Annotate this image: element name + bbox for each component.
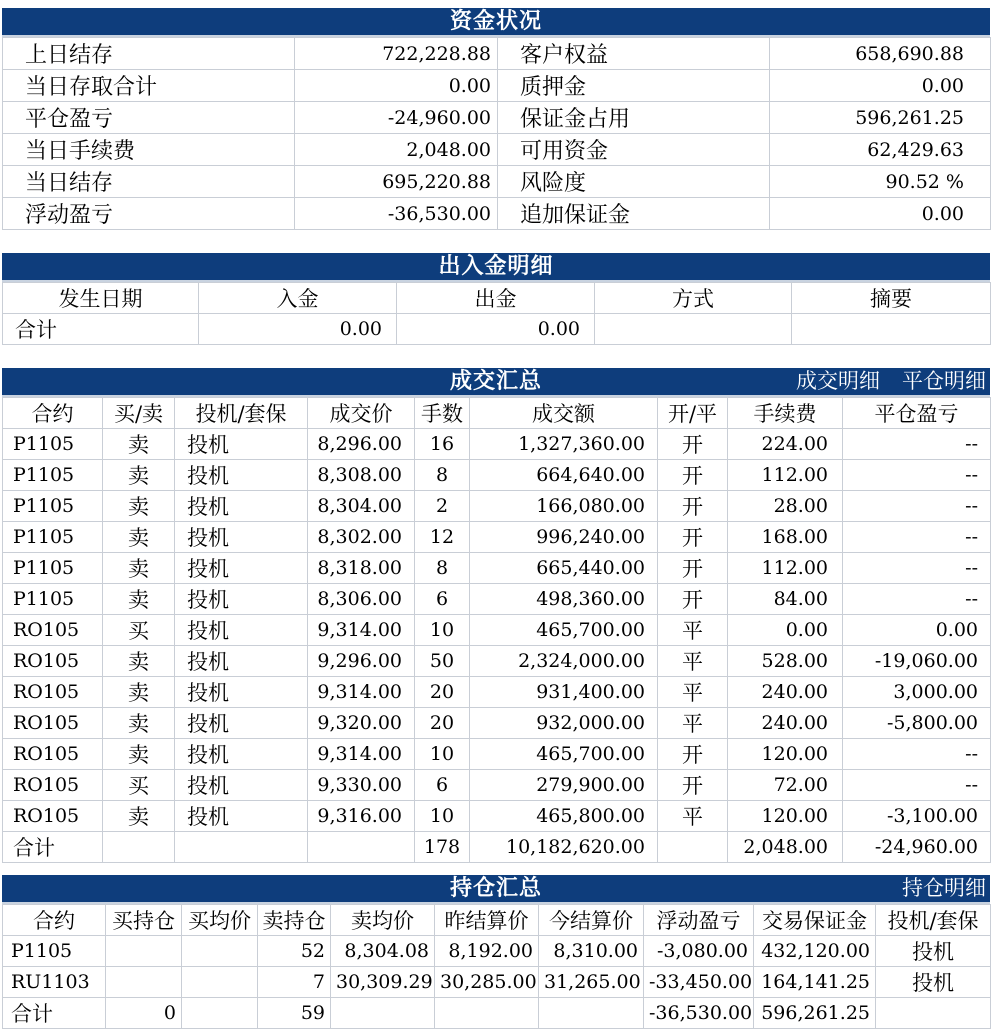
trade-cell: 6 — [415, 584, 470, 615]
table-row — [3, 967, 991, 998]
total-cell: 59 — [258, 998, 331, 1029]
trade-cell: 240.00 — [728, 708, 843, 739]
trade-cell: 120.00 — [728, 801, 843, 832]
position-cell: 8,192.00 — [435, 936, 539, 967]
position-cell: 投机 — [876, 967, 991, 998]
trade-cell: 166,080.00 — [470, 491, 658, 522]
close-detail-link[interactable]: 平仓明细 — [902, 369, 986, 393]
cashflow-total-row — [3, 314, 991, 345]
total-cell: 178 — [415, 832, 470, 863]
trade-cell: RO105 — [3, 708, 103, 739]
trade-cell: -- — [843, 553, 991, 584]
table-row — [3, 646, 991, 677]
trade-cell: P1105 — [3, 553, 103, 584]
trade-cell: 9,314.00 — [308, 615, 415, 646]
total-cell: 合计 — [3, 998, 106, 1029]
trade-cell: 投机 — [175, 460, 308, 491]
funds-label: 当日手续费 — [3, 134, 295, 166]
column-header: 昨结算价 — [435, 905, 539, 936]
trade-cell: -- — [843, 770, 991, 801]
trade-cell: 996,240.00 — [470, 522, 658, 553]
position-cell: -33,450.00 — [644, 967, 754, 998]
trade-cell: 8,296.00 — [308, 429, 415, 460]
column-header: 开/平 — [658, 398, 728, 429]
table-row — [3, 491, 991, 522]
trade-cell: 卖 — [103, 553, 175, 584]
trade-cell: P1105 — [3, 491, 103, 522]
column-header: 买持仓 — [106, 905, 182, 936]
table-row — [3, 801, 991, 832]
trade-cell: P1105 — [3, 522, 103, 553]
funds-value: 695,220.88 — [295, 166, 498, 198]
position-cell — [106, 967, 182, 998]
funds-row — [3, 166, 991, 198]
trade-cell: 开 — [658, 522, 728, 553]
funds-label: 当日结存 — [3, 166, 295, 198]
trade-cell: 8,302.00 — [308, 522, 415, 553]
total-cell — [876, 998, 991, 1029]
total-cell — [435, 998, 539, 1029]
trade-cell: -- — [843, 429, 991, 460]
trade-cell: 8,306.00 — [308, 584, 415, 615]
positions-header-row — [3, 905, 991, 936]
funds-label: 保证金占用 — [498, 102, 770, 134]
total-label: 合计 — [3, 314, 199, 345]
cashflow-section — [2, 253, 990, 345]
trade-cell: 投机 — [175, 615, 308, 646]
funds-value: 2,048.00 — [295, 134, 498, 166]
funds-value: 90.52 % — [770, 166, 991, 198]
trade-cell: RO105 — [3, 801, 103, 832]
trade-cell: 买 — [103, 770, 175, 801]
cashflow-header-row — [3, 283, 991, 314]
trade-cell: 平 — [658, 708, 728, 739]
trade-cell: 50 — [415, 646, 470, 677]
total-cell: 合计 — [3, 832, 103, 863]
total-cell — [539, 998, 644, 1029]
total-cell — [308, 832, 415, 863]
trade-cell: -- — [843, 739, 991, 770]
trade-cell: 16 — [415, 429, 470, 460]
trades-total-row — [3, 832, 991, 863]
funds-label: 质押金 — [498, 70, 770, 102]
table-row — [3, 770, 991, 801]
trade-cell: 开 — [658, 460, 728, 491]
trade-cell: RO105 — [3, 770, 103, 801]
trade-cell: -5,800.00 — [843, 708, 991, 739]
funds-label: 当日存取合计 — [3, 70, 295, 102]
position-detail-link[interactable]: 持仓明细 — [902, 876, 986, 900]
trade-cell: 8,304.00 — [308, 491, 415, 522]
table-row — [3, 936, 991, 967]
trade-cell: 卖 — [103, 584, 175, 615]
column-header: 合约 — [3, 905, 106, 936]
trade-cell: 卖 — [103, 491, 175, 522]
trade-cell: 卖 — [103, 801, 175, 832]
funds-label: 平仓盈亏 — [3, 102, 295, 134]
funds-value: -36,530.00 — [295, 198, 498, 230]
trade-cell: 投机 — [175, 677, 308, 708]
column-header: 方式 — [595, 283, 792, 314]
funds-value: -24,960.00 — [295, 102, 498, 134]
trade-cell: 投机 — [175, 584, 308, 615]
trade-cell: 平 — [658, 677, 728, 708]
position-cell: 432,120.00 — [754, 936, 876, 967]
trade-cell: 10 — [415, 801, 470, 832]
position-cell — [182, 936, 258, 967]
trade-cell: 72.00 — [728, 770, 843, 801]
trade-cell: 528.00 — [728, 646, 843, 677]
trade-cell: 28.00 — [728, 491, 843, 522]
table-row — [3, 584, 991, 615]
funds-label: 可用资金 — [498, 134, 770, 166]
total-cell — [182, 998, 258, 1029]
trade-cell: RO105 — [3, 615, 103, 646]
column-header: 入金 — [199, 283, 397, 314]
column-header: 摘要 — [792, 283, 991, 314]
funds-row — [3, 134, 991, 166]
trades-header-row — [3, 398, 991, 429]
trade-cell: -- — [843, 491, 991, 522]
position-cell: 30,309.29 — [331, 967, 435, 998]
total-cell — [103, 832, 175, 863]
table-row — [3, 677, 991, 708]
trade-cell: -- — [843, 460, 991, 491]
position-cell: 投机 — [876, 936, 991, 967]
trade-cell: -- — [843, 522, 991, 553]
funds-value: 722,228.88 — [295, 38, 498, 70]
column-header: 卖持仓 — [258, 905, 331, 936]
positions-table — [2, 904, 991, 1029]
trade-cell: 卖 — [103, 677, 175, 708]
total-cell — [658, 832, 728, 863]
trade-cell: 112.00 — [728, 553, 843, 584]
column-header: 卖均价 — [331, 905, 435, 936]
funds-value: 658,690.88 — [770, 38, 991, 70]
funds-value: 0.00 — [770, 198, 991, 230]
trade-cell: 投机 — [175, 491, 308, 522]
trade-cell: 168.00 — [728, 522, 843, 553]
positions-section — [2, 875, 990, 1029]
trade-cell: 投机 — [175, 429, 308, 460]
column-header: 交易保证金 — [754, 905, 876, 936]
trade-cell: 2,324,000.00 — [470, 646, 658, 677]
positions-title: 持仓汇总 — [449, 875, 542, 901]
funds-row — [3, 102, 991, 134]
position-cell: 8,304.08 — [331, 936, 435, 967]
position-cell: P1105 — [3, 936, 106, 967]
total-out: 0.00 — [397, 314, 595, 345]
trade-cell: 买 — [103, 615, 175, 646]
trade-cell: 498,360.00 — [470, 584, 658, 615]
trade-cell: 932,000.00 — [470, 708, 658, 739]
total-cell: 596,261.25 — [754, 998, 876, 1029]
position-cell: RU1103 — [3, 967, 106, 998]
funds-label: 风险度 — [498, 166, 770, 198]
trade-cell: 卖 — [103, 646, 175, 677]
trade-cell: 卖 — [103, 708, 175, 739]
trade-cell: 投机 — [175, 708, 308, 739]
table-row — [3, 708, 991, 739]
trade-cell: 120.00 — [728, 739, 843, 770]
column-header: 手续费 — [728, 398, 843, 429]
position-cell — [182, 967, 258, 998]
trade-cell: P1105 — [3, 460, 103, 491]
table-row — [3, 739, 991, 770]
trade-cell: 开 — [658, 491, 728, 522]
funds-value: 0.00 — [295, 70, 498, 102]
column-header: 合约 — [3, 398, 103, 429]
trade-cell: 开 — [658, 770, 728, 801]
table-row — [3, 615, 991, 646]
position-cell: 31,265.00 — [539, 967, 644, 998]
trade-cell: 投机 — [175, 739, 308, 770]
trade-detail-link[interactable]: 成交明细 — [796, 369, 880, 393]
trade-cell: 开 — [658, 429, 728, 460]
empty-cell — [595, 314, 792, 345]
trade-cell: 开 — [658, 584, 728, 615]
trade-cell: -19,060.00 — [843, 646, 991, 677]
trade-cell: RO105 — [3, 739, 103, 770]
trade-cell: 9,314.00 — [308, 739, 415, 770]
funds-row — [3, 38, 991, 70]
funds-value: 0.00 — [770, 70, 991, 102]
trade-cell: 465,700.00 — [470, 739, 658, 770]
column-header: 成交价 — [308, 398, 415, 429]
trade-cell: 9,296.00 — [308, 646, 415, 677]
positions-header — [2, 875, 990, 904]
column-header: 出金 — [397, 283, 595, 314]
funds-label: 浮动盈亏 — [3, 198, 295, 230]
funds-title: 资金状况 — [449, 8, 542, 34]
trades-section — [2, 368, 990, 863]
funds-label: 上日结存 — [3, 38, 295, 70]
funds-value: 62,429.63 — [770, 134, 991, 166]
trade-cell: P1105 — [3, 584, 103, 615]
trade-cell: 9,320.00 — [308, 708, 415, 739]
trade-cell: 84.00 — [728, 584, 843, 615]
trade-cell: 10 — [415, 739, 470, 770]
trade-cell: 9,330.00 — [308, 770, 415, 801]
column-header: 投机/套保 — [175, 398, 308, 429]
trade-cell: 开 — [658, 553, 728, 584]
trade-cell: 0.00 — [843, 615, 991, 646]
position-cell: -3,080.00 — [644, 936, 754, 967]
trade-cell: 平 — [658, 801, 728, 832]
total-cell: 10,182,620.00 — [470, 832, 658, 863]
column-header: 发生日期 — [3, 283, 199, 314]
trade-cell: 2 — [415, 491, 470, 522]
trade-cell: 8,308.00 — [308, 460, 415, 491]
trade-cell: 投机 — [175, 553, 308, 584]
position-cell: 164,141.25 — [754, 967, 876, 998]
trade-cell: 9,316.00 — [308, 801, 415, 832]
trade-cell: 279,900.00 — [470, 770, 658, 801]
total-cell: 2,048.00 — [728, 832, 843, 863]
column-header: 手数 — [415, 398, 470, 429]
trades-header — [2, 368, 990, 397]
trade-cell: 465,700.00 — [470, 615, 658, 646]
funds-header — [2, 8, 990, 37]
trade-cell: 投机 — [175, 801, 308, 832]
trade-cell: 卖 — [103, 429, 175, 460]
trades-table — [2, 397, 991, 863]
column-header: 买均价 — [182, 905, 258, 936]
position-cell: 8,310.00 — [539, 936, 644, 967]
column-header: 成交额 — [470, 398, 658, 429]
trade-cell: 8,318.00 — [308, 553, 415, 584]
position-cell: 7 — [258, 967, 331, 998]
trade-cell: 8 — [415, 553, 470, 584]
trade-cell: 20 — [415, 708, 470, 739]
trade-cell: 平 — [658, 646, 728, 677]
trade-cell: RO105 — [3, 677, 103, 708]
trade-cell: 开 — [658, 739, 728, 770]
table-row — [3, 553, 991, 584]
trade-cell: 卖 — [103, 522, 175, 553]
trade-cell: 0.00 — [728, 615, 843, 646]
trade-cell: 平 — [658, 615, 728, 646]
table-row — [3, 522, 991, 553]
column-header: 今结算价 — [539, 905, 644, 936]
column-header: 投机/套保 — [876, 905, 991, 936]
trade-cell: 9,314.00 — [308, 677, 415, 708]
trade-cell: -3,100.00 — [843, 801, 991, 832]
trade-cell: 10 — [415, 615, 470, 646]
trade-cell: 卖 — [103, 460, 175, 491]
funds-table — [2, 37, 991, 230]
cashflow-table — [2, 282, 991, 345]
trade-cell: 20 — [415, 677, 470, 708]
trade-cell: 8 — [415, 460, 470, 491]
table-row — [3, 429, 991, 460]
funds-row — [3, 198, 991, 230]
column-header: 浮动盈亏 — [644, 905, 754, 936]
cashflow-header — [2, 253, 990, 282]
trade-cell: 240.00 — [728, 677, 843, 708]
funds-label: 客户权益 — [498, 38, 770, 70]
position-cell: 52 — [258, 936, 331, 967]
total-cell: -24,960.00 — [843, 832, 991, 863]
trade-cell: 465,800.00 — [470, 801, 658, 832]
trade-cell: 12 — [415, 522, 470, 553]
trade-cell: P1105 — [3, 429, 103, 460]
total-cell: -36,530.00 — [644, 998, 754, 1029]
trade-cell: 6 — [415, 770, 470, 801]
trade-cell: 投机 — [175, 522, 308, 553]
funds-label: 追加保证金 — [498, 198, 770, 230]
column-header: 买/卖 — [103, 398, 175, 429]
trade-cell: 卖 — [103, 739, 175, 770]
trade-cell: 665,440.00 — [470, 553, 658, 584]
trade-cell: 3,000.00 — [843, 677, 991, 708]
trade-cell: 投机 — [175, 646, 308, 677]
funds-section — [2, 8, 990, 230]
cashflow-title: 出入金明细 — [438, 253, 554, 279]
funds-row — [3, 70, 991, 102]
positions-total-row — [3, 998, 991, 1029]
trade-cell: 1,327,360.00 — [470, 429, 658, 460]
total-cell — [331, 998, 435, 1029]
empty-cell — [792, 314, 991, 345]
total-in: 0.00 — [199, 314, 397, 345]
trade-cell: 224.00 — [728, 429, 843, 460]
trade-cell: 投机 — [175, 770, 308, 801]
trade-cell: 664,640.00 — [470, 460, 658, 491]
trades-title: 成交汇总 — [449, 368, 542, 394]
funds-value: 596,261.25 — [770, 102, 991, 134]
total-cell: 0 — [106, 998, 182, 1029]
trade-cell: 931,400.00 — [470, 677, 658, 708]
position-cell — [106, 936, 182, 967]
total-cell — [175, 832, 308, 863]
trade-cell: -- — [843, 584, 991, 615]
column-header: 平仓盈亏 — [843, 398, 991, 429]
position-cell: 30,285.00 — [435, 967, 539, 998]
trade-cell: RO105 — [3, 646, 103, 677]
trade-cell: 112.00 — [728, 460, 843, 491]
table-row — [3, 460, 991, 491]
